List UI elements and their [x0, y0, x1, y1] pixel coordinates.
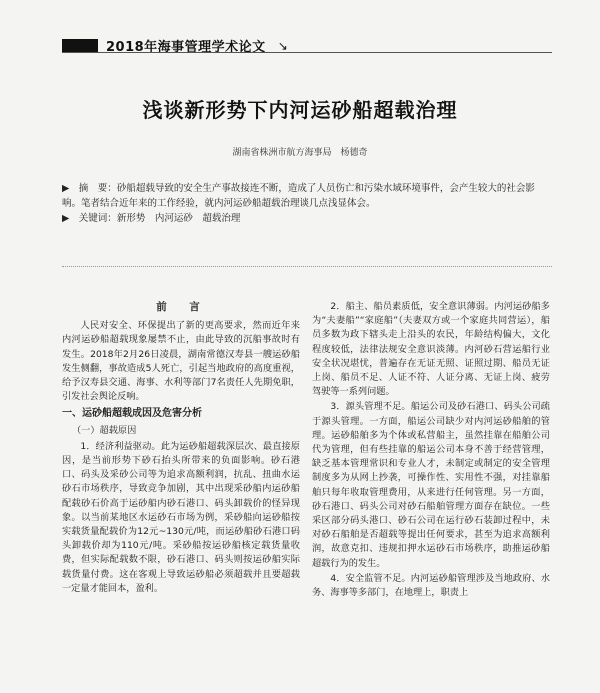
- abstract: [62, 181, 550, 211]
- keywords: [62, 211, 550, 226]
- header-arrow-icon: ↘: [277, 38, 288, 53]
- section-1-heading: 一、运砂船超载成因及危害分析: [62, 408, 202, 420]
- article-title: 浅谈新形势下内河运砂船超载治理: [142, 98, 458, 122]
- preface-heading: 前 言: [156, 301, 206, 313]
- paragraph-3: 3．源头管理不足。船运公司及砂石港口、码头公司疏于源头管理。一方面，船运公司缺少对内河运砂船舶的管理。运砂船舶多为个体或私营船主，虽然挂靠在船舶公司代为管理，但有些挂靠的船运公司本身不善于经营管理，缺乏基本管理常识和专业人才，未制定或制定的安全管理制度多为从网上抄袭，可操作性、实用性不强，对挂靠船舶只每年收取管理费用，从来进行任何管理。另一方面，砂石港口、码头公司对砂石船舶管理方面存在缺位。一些采区部分码头港口、砂石公司在运行砂石装卸过程中，未对砂石船舶是否超载等提出任何要求，甚至为追求高额利润，故意克扣、违规扣押水运砂石市场秩序，助推运砂船超载行为的发生。: [312, 401, 550, 569]
- author-line: 湖南省株洲市航方海事局 杨德奇: [232, 148, 368, 158]
- header-rule: [62, 52, 552, 53]
- abstract-label: ▶ 摘 要：: [62, 183, 117, 194]
- right-column: [312, 300, 550, 601]
- abstract-block: [62, 181, 550, 226]
- paragraph-1: 1．经济利益驱动。此为运砂船超载深层次、最直接原因，是当前形势下砂石抬头所带来的负面影响。砂石港口、码头及采砂公司等为追求高额利润，抗乱、扭曲水运砂石市场秩序，导致竞争加剧，其中出现采砂船内运砂船配载砂石价高于运砂船内砂石港口、码头卸载价的怪异现象。以当前某地区水运砂石市场为例，采砂船向运砂船按实载货量配载价为12元~130元/吨，而运砂船砂石港口码头卸载价却为110元/吨。采砂船按运砂船核定载货量收费，但实际配载数不限，砂石港口、码头则按运砂船实际载货量付费。这在客观上导致运砂船必须超载并且要超载一定量才能回本，盈利。: [62, 440, 300, 594]
- paragraph-4: 4．安全监管不足。内河运砂船管理涉及当地政府、水务、海事等多部门，在地理上，职责上: [312, 572, 550, 599]
- keywords-label: ▶ 关键词：: [62, 213, 117, 224]
- header-bar: [62, 39, 98, 53]
- preface-paragraph: 人民对安全、环保提出了新的更高要求，然而近年来内河运砂船超载现象屡禁不止，由此导致的沉船事故时有发生。2018年2月26日凌晨，湖南常德汉寿县一艘运砂船发生侧翻，事故造成5人死亡，引起当地政府的高度重视，给予汉寿县交通、海事、水利等部门7名责任人先期免职，引发社会舆论反响。: [62, 320, 300, 403]
- left-column: [62, 300, 300, 597]
- subsection-1-heading: （一）超载原因: [72, 424, 137, 436]
- keywords-text: 新形势 内河运砂 超载治理: [116, 213, 241, 224]
- abstract-divider: [62, 266, 552, 267]
- paragraph-2: 2．船主、船员素质低，安全意识薄弱。内河运砂船多为“夫妻船”“家庭船”（夫妻双方或一个家庭共同营运），船员多数为政下辖头走上沿头的农民，年龄结构偏大，文化程度较低，法律法规安全意识淡薄。内河砂石营运船行业安全状况堪忧，普遍存在无证无照、证照过期、船员无证上岗、船员不足、人证不符、人证分离、无证上岗、疲劳驾驶等一系列问题。: [312, 301, 550, 398]
- abstract-text: 砂船超载导致的安全生产事故接连不断，造成了人员伤亡和污染水域环境事件，会产生较大的社会影响。笔者结合近年来的工作经验，就内河运砂船超载治理谈几点浅显体会。: [62, 183, 535, 209]
- header-text: 2018年海事管理学术论文: [106, 40, 266, 55]
